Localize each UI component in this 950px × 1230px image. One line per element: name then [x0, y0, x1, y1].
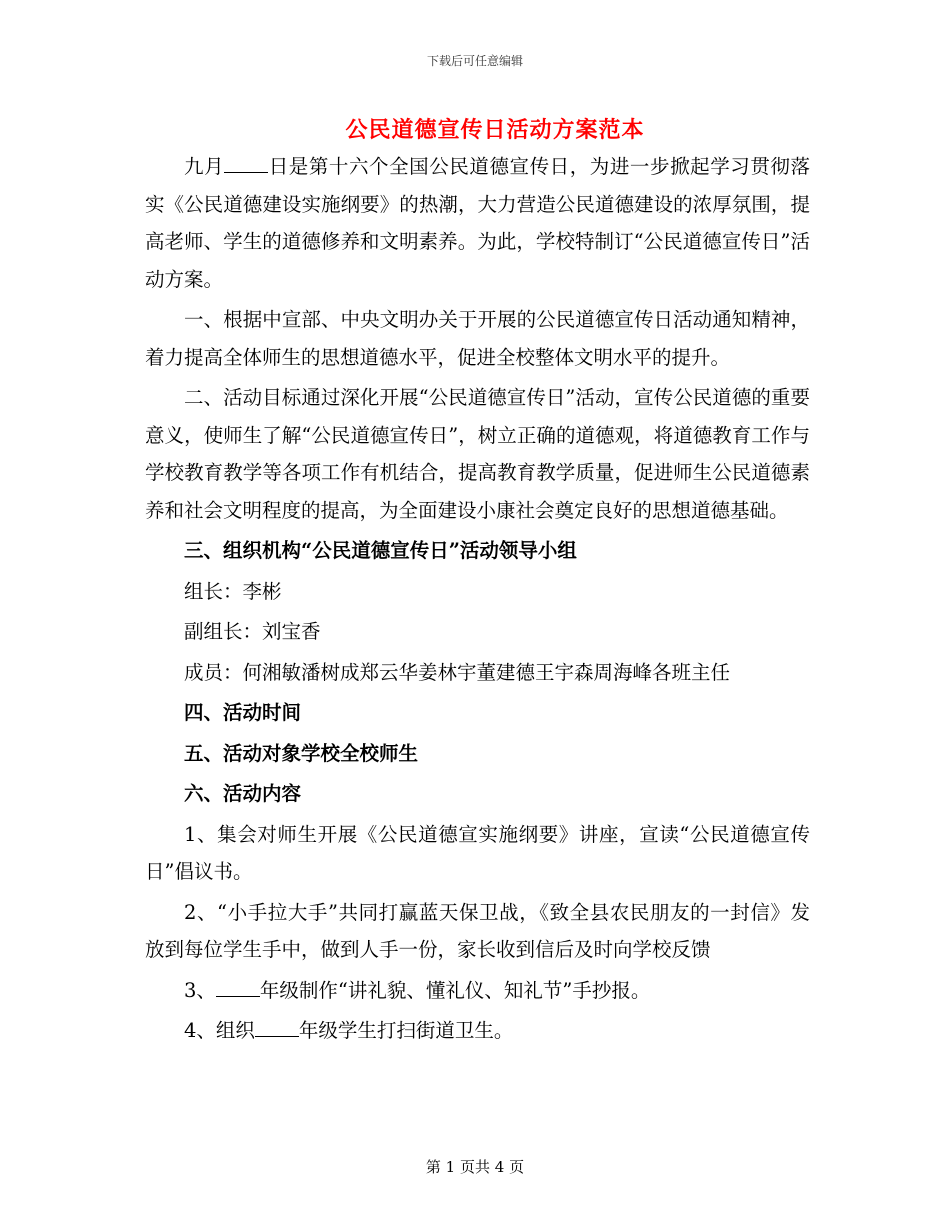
- section-3-heading: 三、组织机构“公民道德宣传日”活动领导小组: [184, 539, 577, 562]
- item-3-number: 3、: [184, 978, 216, 1002]
- blank-line: [216, 978, 260, 997]
- deputy-leader-line: 副组长：刘宝香: [184, 620, 321, 643]
- page-number: 第 1 页共 4 页: [425, 1158, 525, 1176]
- members-line: 成员：何湘敏潘树成郑云华姜林宇董建德王宇森周海峰各班主任: [184, 660, 731, 684]
- item-4-paragraph: [145, 1012, 810, 1050]
- section-6-heading: 六、活动内容: [184, 782, 302, 805]
- document-body: [145, 148, 810, 1053]
- item-3-text: 年级制作“讲礼貌、懂礼仪、知礼节”手抄报。: [259, 978, 651, 1002]
- section-5-heading: 五、活动对象学校全校师生: [184, 741, 419, 765]
- header-note: 下载后可任意编辑: [426, 54, 523, 68]
- item-2-paragraph: 2、“小手拉大手”共同打赢蓝天保卫战，《致全县农民朋友的一封信》发放到每位学生手中，做到人手一份，家长收到信后及时向学校反馈: [145, 900, 810, 961]
- section-2-paragraph: 二、活动目标通过深化开展“公民道德宣传日”活动，宣传公民道德的重要意义，使师生了解“公民道德宣传日”，树立正确的道德观，将道德教育工作与学校教育教学等各项工作有机结合，提高教育教学质量，促进师生公民道德素养和社会文明程度的提高，为全面建设小康社会奠定良好的思想道德基础。: [145, 386, 810, 522]
- blank-line: [224, 154, 268, 173]
- leader-line: 组长：李彬: [184, 579, 282, 603]
- section-4-heading: 四、活动时间: [184, 701, 302, 724]
- item-4-text: 年级学生打扫街道卫生。: [298, 1019, 514, 1042]
- section-1-paragraph: 一、根据中宣部、中央文明办关于开展的公民道德宣传日活动通知精神，着力提高全体师生的思想道德水平，促进全校整体文明水平的提升。: [145, 308, 810, 369]
- item-3-paragraph: [145, 972, 810, 1010]
- intro-paragraph: [145, 148, 810, 298]
- intro-start: 九月: [184, 155, 225, 178]
- item-4-start: 4、组织: [184, 1019, 255, 1042]
- intro-rest: 日是第十六个全国公民道德宣传日，为进一步掀起学习贯彻落实《公民道德建设实施纲要》的热潮，大力营造公民道德建设的浓厚氛围，提高老师、学生的道德修养和文明素养。为此，学校特制订“公民道德宣传日”活动方案。: [145, 155, 810, 291]
- blank-line: [255, 1018, 299, 1037]
- item-1-paragraph: 1、集会对师生开展《公民道德宣实施纲要》讲座，宣读“公民道德宣传日”倡议书。: [145, 822, 810, 883]
- document-title: 公民道德宣传日活动方案范本: [345, 117, 645, 143]
